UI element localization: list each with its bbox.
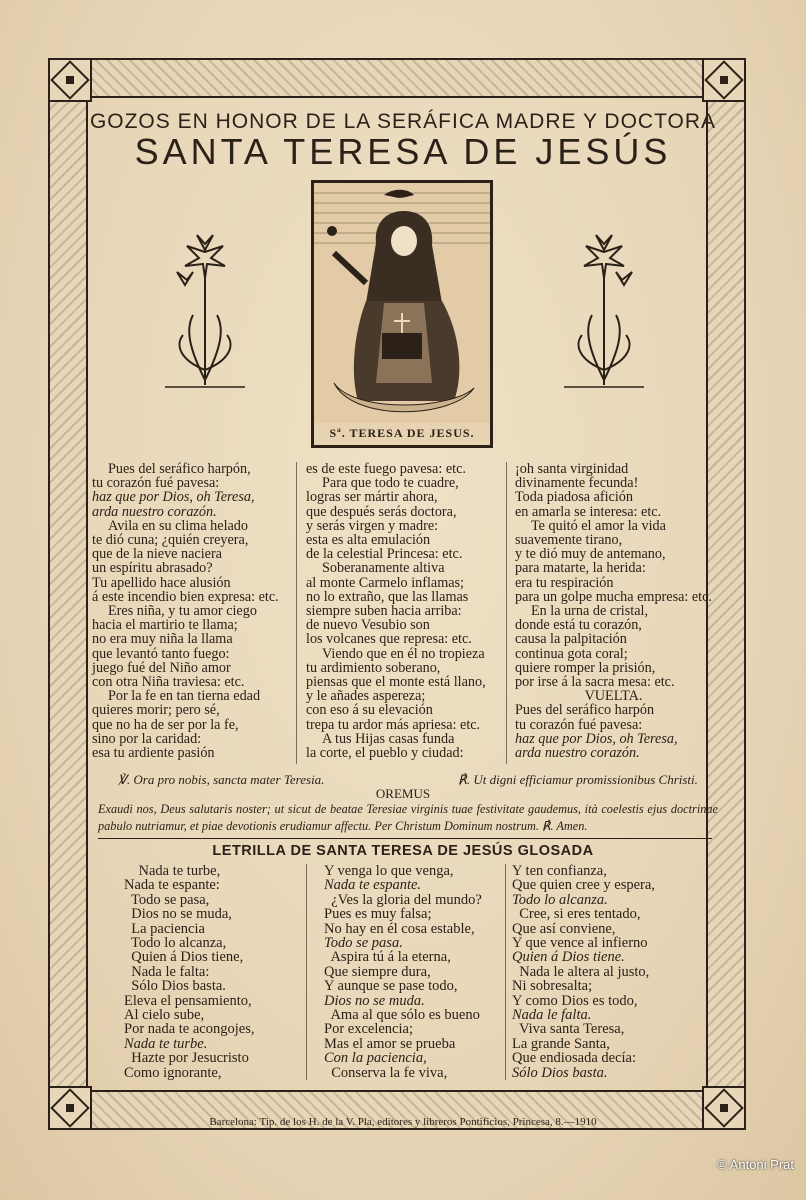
verse-line: con eso á su elevación bbox=[306, 702, 433, 719]
verse-line: Nada te turbe. bbox=[124, 1035, 208, 1052]
verse-line: Sólo Dios basta. bbox=[512, 1064, 608, 1081]
verse-line: Eres niña, y tu amor ciego bbox=[108, 603, 257, 620]
verse-line: A tus Hijas casas funda bbox=[322, 730, 455, 747]
verse-line: Que endiosada decía: bbox=[512, 1050, 637, 1067]
verse-line: esta es alta emulación bbox=[306, 532, 431, 549]
verse-line: no lo extraño, que las llamas bbox=[306, 588, 469, 605]
verse-line: haz que por Dios, oh Teresa, bbox=[92, 489, 255, 506]
verse-line: tu corazón fué pavesa: bbox=[515, 716, 643, 733]
verse-line: para un golpe mucha empresa: etc. bbox=[515, 588, 712, 605]
verse-line: causa la palpitación bbox=[515, 631, 627, 648]
verse-line: te dió cuna; ¿quién creyera, bbox=[92, 532, 249, 549]
lily-right-icon bbox=[564, 230, 644, 390]
portrait-caption: Sª. TERESA DE JESUS. bbox=[329, 426, 475, 440]
verse-line: Quien á Dios tiene. bbox=[512, 949, 625, 966]
column-divider bbox=[306, 864, 307, 1080]
versicle: ℣. Ora pro nobis, sancta mater Teresia. bbox=[118, 772, 325, 787]
verse-line: Para que todo te cuadre, bbox=[322, 475, 459, 492]
verse-line: Dios no se muda, bbox=[124, 906, 232, 923]
verse-line: por irse á la sacra mesa: etc. bbox=[515, 674, 675, 691]
verse-line: siempre suben hacia arriba: bbox=[306, 603, 462, 620]
verse-line: En la urna de cristal, bbox=[531, 603, 648, 620]
verse-line: suavemente tirano, bbox=[515, 532, 623, 549]
verse-line: Pues es muy falsa; bbox=[324, 906, 432, 923]
verse-line: que levantó tanto fuego: bbox=[92, 645, 230, 662]
gozos-column-2 bbox=[306, 462, 486, 760]
verse-line: Nada te espante. bbox=[324, 877, 422, 894]
verse-line: No hay en él cosa estable, bbox=[324, 920, 475, 937]
verse-line: piensas que el monte está llano, bbox=[306, 674, 486, 691]
verse-line: Pues del seráfico harpón bbox=[515, 702, 655, 719]
verse-line: arda nuestro corazón. bbox=[515, 745, 640, 762]
verse-line: Por nada te acongojes, bbox=[124, 1021, 255, 1038]
verse-line: al monte Carmelo inflamas; bbox=[306, 574, 464, 591]
verse-line: en amarla se interesa: etc. bbox=[515, 503, 662, 520]
verse-line: Tu apellido hace alusión bbox=[92, 574, 231, 591]
verse-line: Cree, si eres tentado, bbox=[512, 906, 641, 923]
verse-line: Viendo que en él no tropieza bbox=[322, 645, 485, 662]
verse-line: Por excelencia; bbox=[324, 1021, 413, 1038]
verse-line: Y como Dios es todo, bbox=[512, 992, 638, 1009]
gozos-column-3 bbox=[515, 462, 712, 760]
verse-line: y le añades aspereza; bbox=[306, 688, 426, 705]
verse-line: Pues del seráfico harpón, bbox=[108, 461, 251, 477]
verse-line: que no ha de ser por la fe, bbox=[92, 716, 239, 733]
verse-line: á este incendio bien expresa: etc. bbox=[92, 588, 279, 605]
verse-line: tu corazón fué pavesa: bbox=[92, 475, 220, 492]
verse-line: Te quitó el amor la vida bbox=[531, 517, 666, 534]
verse-line: Todo se pasa. bbox=[324, 935, 403, 952]
column-divider bbox=[506, 462, 507, 764]
verse-line: Por la fe en tan tierna edad bbox=[108, 688, 261, 705]
verse-line: Y ten confianza, bbox=[512, 863, 607, 879]
verse-line: Conserva la fe viva, bbox=[324, 1064, 448, 1081]
verse-line: Sólo Dios basta. bbox=[124, 978, 226, 995]
verse-line: los volcanes que represa: etc. bbox=[306, 631, 472, 648]
verse-line: Al cielo sube, bbox=[124, 1007, 205, 1024]
verse-line: ¿Ves la gloria del mundo? bbox=[324, 891, 482, 908]
verse-line: VUELTA. bbox=[584, 688, 643, 705]
verse-line: arda nuestro corazón. bbox=[92, 503, 217, 520]
verse-line: Hazte por Jesucristo bbox=[124, 1050, 249, 1067]
verse-line: Aspira tú á la eterna, bbox=[324, 949, 451, 966]
column-divider bbox=[505, 864, 506, 1080]
verse-line: hacia el martirio te llama; bbox=[92, 617, 238, 634]
verse-line: un espíritu abrasado? bbox=[92, 560, 213, 577]
verse-line: sino por la caridad: bbox=[92, 730, 202, 747]
verse-line: donde está tu corazón, bbox=[515, 617, 642, 634]
verse-line: Con la paciencia, bbox=[324, 1050, 427, 1067]
verse-line: de la celestial Princesa: etc. bbox=[306, 546, 463, 563]
verse-line: La grande Santa, bbox=[512, 1035, 610, 1052]
verse-line: tu ardimiento soberano, bbox=[306, 659, 441, 676]
verse-line: continua gota coral; bbox=[515, 645, 628, 662]
border-top bbox=[88, 58, 706, 98]
verse-line: esa tu ardiente pasión bbox=[92, 745, 215, 762]
verse-line: que de la nieve naciera bbox=[92, 546, 222, 563]
verse-line: Todo lo alcanza, bbox=[124, 935, 227, 952]
verse-line: Viva santa Teresa, bbox=[512, 1021, 625, 1038]
oremus-heading: OREMUS bbox=[375, 786, 431, 801]
verse-line: Y venga lo que venga, bbox=[324, 863, 454, 879]
verse-line: Nada le falta. bbox=[512, 1007, 592, 1024]
verse-line: es de este fuego pavesa: etc. bbox=[306, 461, 466, 477]
response: ℟. Ut digni efficiamur promissionibus Christi. bbox=[458, 772, 698, 787]
gozos-column-1 bbox=[92, 462, 279, 760]
verse-line: Dios no se muda. bbox=[324, 992, 425, 1009]
border-right bbox=[706, 98, 746, 1090]
verse-line: Avila en su clima helado bbox=[108, 517, 248, 534]
verse-line: no era muy niña la llama bbox=[92, 631, 233, 648]
section-divider bbox=[98, 838, 712, 839]
border-left bbox=[48, 98, 88, 1090]
verse-line: para matarte, la herida: bbox=[515, 560, 646, 577]
verse-line: Nada le falta: bbox=[124, 963, 210, 980]
verse-line: quiere romper la prisión, bbox=[515, 659, 656, 676]
letrilla-column-2 bbox=[324, 864, 482, 1080]
verse-line: Soberanamente altiva bbox=[322, 560, 445, 577]
verse-line: divinamente fecunda! bbox=[515, 475, 639, 492]
verse-line: con otra Niña traviesa: etc. bbox=[92, 674, 245, 691]
verse-line: quieres morir; pero sé, bbox=[92, 702, 220, 719]
saint-teresa-engraving-icon bbox=[314, 183, 490, 423]
saint-portrait bbox=[311, 180, 493, 448]
printer-imprint: Barcelona: Tip. de los H. de la V. Pla, editores y libreros Pontificios, Princesa, 8.—1910 bbox=[209, 1116, 597, 1128]
verse-line: Ama al que sólo es bueno bbox=[324, 1007, 480, 1024]
verse-line: de nuevo Vesubio son bbox=[306, 617, 430, 634]
verse-line: Y aunque se pase todo, bbox=[324, 978, 458, 995]
verse-line: Como ignorante, bbox=[124, 1064, 222, 1081]
oremus-prayer: Exaudi nos, Deus salutaris noster; ut sicut de beatae Teresiae virginis tuae festivitate gaudemus, ità coelestis ejus doctrinae pabulo nutriamur, et piae devotionis erudiamur affectu. Per Christum Dominum nostrum. ℟. Amen. bbox=[98, 802, 718, 833]
letrilla-column-1 bbox=[124, 864, 254, 1080]
verse-line: y te dió muy de antemano, bbox=[515, 546, 666, 563]
lily-left-icon bbox=[165, 230, 245, 390]
column-divider bbox=[296, 462, 297, 764]
title-line-2: SANTA TERESA DE JESÚS bbox=[134, 131, 672, 172]
verse-line: Todo lo alcanza. bbox=[512, 891, 608, 908]
verse-line: Toda piadosa afición bbox=[515, 489, 633, 506]
corner-ornament-top-right bbox=[702, 58, 746, 102]
verse-line: y serás virgen y madre: bbox=[306, 517, 439, 534]
verse-line: Ni sobresalta; bbox=[512, 978, 593, 995]
verse-line: era tu respiración bbox=[515, 574, 614, 591]
verse-line: Nada le altera al justo, bbox=[512, 963, 650, 980]
verse-line: Y que vence al infierno bbox=[512, 935, 648, 952]
verse-line: Quien á Dios tiene, bbox=[124, 949, 244, 966]
verse-line: Nada te espante: bbox=[124, 877, 220, 894]
verse-line: Todo se pasa, bbox=[124, 891, 210, 908]
verse-line: La paciencia bbox=[124, 920, 205, 937]
verse-line: logras ser mártir ahora, bbox=[306, 489, 438, 506]
letrilla-column-3 bbox=[512, 864, 655, 1080]
verse-line: Mas el amor se prueba bbox=[324, 1035, 456, 1052]
photo-credit: © Antoni Prat bbox=[717, 1157, 794, 1172]
verse-line: juego fué del Niño amor bbox=[92, 659, 231, 676]
verse-line: la corte, el pueblo y ciudad: bbox=[306, 745, 464, 762]
corner-ornament-top-left bbox=[48, 58, 92, 102]
verse-line: haz que por Dios, oh Teresa, bbox=[515, 730, 678, 747]
verse-line: ¡oh santa virginidad bbox=[515, 461, 629, 477]
verse-line: Nada te turbe, bbox=[124, 863, 221, 879]
verse-line: que después serás doctora, bbox=[306, 503, 457, 520]
verse-line: Que siempre dura, bbox=[324, 963, 431, 980]
verse-line: Que así conviene, bbox=[512, 920, 616, 937]
title-line-1: GOZOS EN HONOR DE LA SERÁFICA MADRE Y DOCTORA bbox=[89, 110, 717, 133]
verse-line: Eleva el pensamiento, bbox=[124, 992, 252, 1009]
letrilla-title: LETRILLA DE SANTA TERESA DE JESÚS GLOSADA bbox=[212, 843, 594, 859]
verse-line: trepa tu ardor más apriesa: etc. bbox=[306, 716, 481, 733]
verse-line: Que quien cree y espera, bbox=[512, 877, 655, 894]
